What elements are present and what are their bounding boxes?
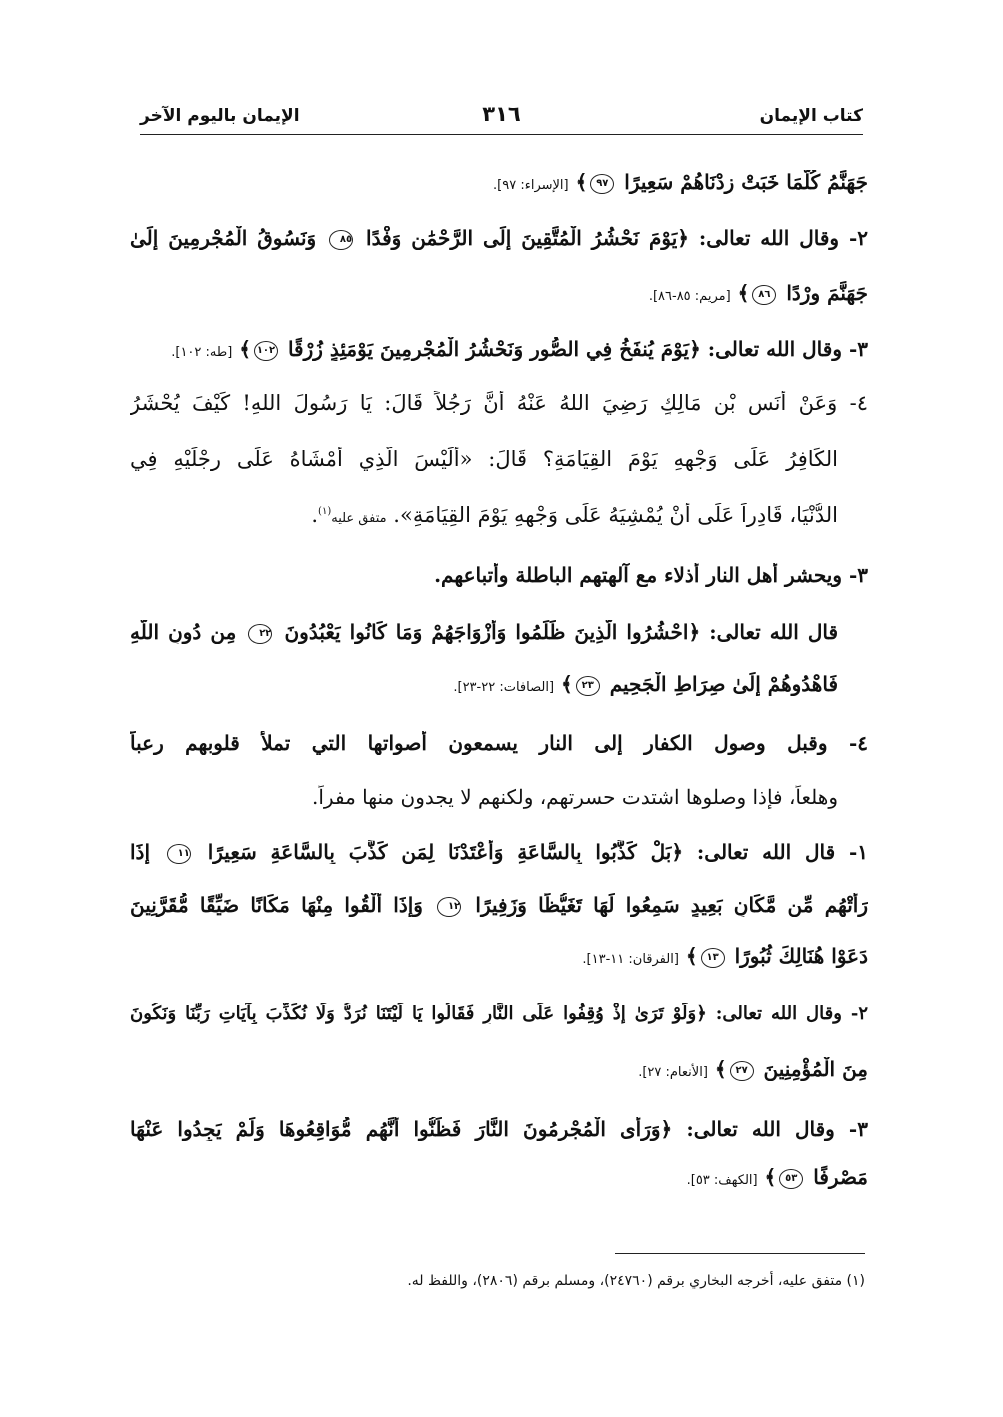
- section-heading: ٣- ويحشر أهل النار أذلاء مع آلهتهم الباطلة وأتباعهم.: [434, 563, 868, 587]
- text-line-14: [130, 893, 868, 917]
- text-line-19: مَصْرِفًا ٥٣﴾ [الكهف: ٥٣].: [686, 1165, 868, 1189]
- page-header: [140, 104, 863, 134]
- verse-text: رَأَتْهُم مِّن مَّكَانٍ بَعِيدٍ سَمِعُوا لَهَا تَغَيُّظًا وَزَفِيرًا: [475, 893, 868, 917]
- verse-reference: [الصافات: ٢٢-٢٣].: [453, 680, 555, 695]
- verse-text: جَهَنَّمَ وِرْدًا: [786, 281, 868, 305]
- ayah-number-marker: ٩٧: [590, 174, 614, 194]
- verse-text: جَهَنَّمُ كُلَّمَا خَبَتْ زِدْنَاهُمْ سَعِيرًا: [624, 170, 868, 194]
- verse-reference: [الفرقان: ١١-١٣].: [582, 952, 679, 967]
- footnote-divider: [615, 1253, 865, 1254]
- text-line-1: جَهَنَّمُ كُلَّمَا خَبَتْ زِدْنَاهُمْ سَعِيرًا ٩٧﴾ [الإسراء: ٩٧].: [493, 170, 868, 194]
- ayah-number-marker: ١١: [167, 844, 191, 864]
- text-line-3: جَهَنَّمَ وِرْدًا ٨٦﴾ [مريم: ٨٥-٨٦].: [648, 281, 868, 305]
- verse-text: مَصْرِفًا: [813, 1165, 868, 1189]
- page-number: ٣١٦: [482, 102, 521, 126]
- footnote: (١) متفق عليه، أخرجه البخاري برقم (٢٤٧٦٠)، ومسلم برقم (٢٨٠٦)، واللفظ له.: [407, 1273, 865, 1289]
- verse-reference: [مريم: ٨٥-٨٦].: [648, 289, 731, 304]
- hadith-reference: متفق عليه: [331, 511, 387, 526]
- text-line-15: دَعَوْا هُنَالِكَ ثُبُورًا ١٣﴾ [الفرقان: ١١-١٣].: [582, 944, 868, 968]
- ayah-number-marker: ٢٣: [576, 676, 600, 696]
- chapter-title: الإيمان باليوم الآخر: [140, 106, 300, 126]
- verse-text: ٣- وقال الله تعالى: ﴿يَوْمَ يُنفَخُ فِي الصُّورِ وَنَحْشُرُ الْمُجْرِمِينَ يَوْمَئِذٍ زُرْقًا: [287, 337, 868, 361]
- header-divider: [140, 134, 863, 135]
- text-line-18: ٣- وقال الله تعالى: ﴿وَرَأَى الْمُجْرِمُونَ النَّارَ فَظَنُّوا أَنَّهُم مُّوَاقِعُوهَا وَلَمْ يَجِدُوا عَنْهَا: [130, 1117, 868, 1141]
- text-line-10: فَاهْدُوهُمْ إِلَىٰ صِرَاطِ الْجَحِيمِ ٢٣﴾ [الصافات: ٢٢-٢٣].: [453, 672, 838, 696]
- footnote-marker: (١): [318, 506, 332, 517]
- verse-text: وَإِذَا أُلْقُوا مِنْهَا مَكَانًا ضَيِّقًا مُّقَرَّنِينَ: [130, 893, 423, 917]
- verse-text: مِنَ الْمُؤْمِنِينَ: [763, 1057, 868, 1081]
- ayah-number-marker: ٢٧: [730, 1061, 754, 1081]
- text-line-16: ٢- وقال الله تعالى: ﴿وَلَوْ تَرَىٰ إِذْ وُقِفُوا عَلَى النَّارِ فَقَالُوا يَا لَيْتَنَا نُرَدُّ وَلَا نُكَذِّبَ بِآيَاتِ رَبِّنَا وَنَكُونَ: [130, 1003, 868, 1024]
- verse-text: فَاهْدُوهُمْ إِلَىٰ صِرَاطِ الْجَحِيمِ: [609, 672, 838, 696]
- book-title: كتاب الإيمان: [759, 106, 863, 126]
- text-line-9: [130, 620, 868, 644]
- ayah-number-marker: ١٢: [437, 897, 461, 917]
- verse-text: ٢- وقال الله تعالى: ﴿يَوْمَ نَحْشُرُ الْمُتَّقِينَ إِلَى الرَّحْمَٰنِ وَفْدًا: [366, 226, 868, 250]
- verse-reference: [الإسراء: ٩٧].: [493, 178, 569, 193]
- ayah-number-marker: ٨٥: [329, 230, 353, 250]
- verse-reference: [الكهف: ٥٣].: [686, 1173, 758, 1188]
- ayah-number-marker: ٨٦: [752, 285, 776, 305]
- verse-text: ١- قال الله تعالى: ﴿بَلْ كَذَّبُوا بِالسَّاعَةِ وَأَعْتَدْنَا لِمَن كَذَّبَ بِالسَّاعَةِ سَعِيرًا: [207, 840, 868, 864]
- verse-reference: [طه: ١٠٢].: [171, 345, 233, 360]
- verse-reference: [الأنعام: ٢٧].: [638, 1065, 708, 1080]
- ayah-number-marker: ١٠٢: [254, 341, 278, 361]
- text-line-5: ٤- وَعَنْ أَنَسِ بْنِ مَالِكٍ رَضِيَ اللهُ عَنْهُ أَنَّ رَجُلاً قَالَ: يَا رَسُولَ اللهِ! كَيْفَ يُحْشَرُ: [130, 391, 868, 415]
- verse-text: قال الله تعالى: ﴿احْشُرُوا الَّذِينَ ظَلَمُوا وَأَزْوَاجَهُمْ وَمَا كَانُوا يَعْبُدُونَ: [284, 620, 839, 644]
- ayah-number-marker: ٢٢: [248, 624, 272, 644]
- ayah-number-marker: ١٣: [701, 948, 725, 968]
- verse-text: وَنَسُوقُ الْمُجْرِمِينَ إِلَىٰ: [130, 226, 317, 250]
- verse-text: إِذَا: [130, 840, 151, 864]
- text-line-4: ٣- وقال الله تعالى: ﴿يَوْمَ يُنفَخُ فِي الصُّورِ وَنَحْشُرُ الْمُجْرِمِينَ يَوْمَئِذٍ زُرْقًا ١٠٢﴾ [طه: ١٠٢].: [171, 337, 868, 361]
- text-line-6: الكَافِرُ عَلَى وَجْهِهِ يَوْمَ القِيَامَةِ؟ قَالَ: «أَلَيْسَ الَّذِي أَمْشَاهُ عَلَى رِجْلَيْهِ فِي: [130, 447, 838, 471]
- ayah-number-marker: ٥٣: [779, 1169, 803, 1189]
- text-line-2: [130, 226, 868, 250]
- hadith-text: الدُّنْيَا، قَادِراً عَلَى أَنْ يُمْشِيَهُ عَلَى وَجْهِهِ يَوْمَ القِيَامَةِ».: [393, 503, 838, 527]
- verse-text: دَعَوْا هُنَالِكَ ثُبُورًا: [734, 944, 868, 968]
- text-line-7: الدُّنْيَا، قَادِراً عَلَى أَنْ يُمْشِيَهُ عَلَى وَجْهِهِ يَوْمَ القِيَامَةِ». متفق عليه$^{(١)}$.: [311, 503, 838, 527]
- text-line-12: وهلعاً، فإذا وصلوها اشتدت حسرتهم، ولكنهم لا يجدون منها مفراً.: [312, 785, 838, 809]
- text-line-13: [130, 840, 868, 864]
- section-heading-2: ٤- وقبل وصول الكفار إلى النار يسمعون أصواتها التي تملأ قلوبهم رعباً: [130, 731, 868, 755]
- verse-text: مِن دُونِ اللَّهِ: [130, 620, 237, 644]
- text-line-17: مِنَ الْمُؤْمِنِينَ ٢٧﴾ [الأنعام: ٢٧].: [638, 1057, 868, 1081]
